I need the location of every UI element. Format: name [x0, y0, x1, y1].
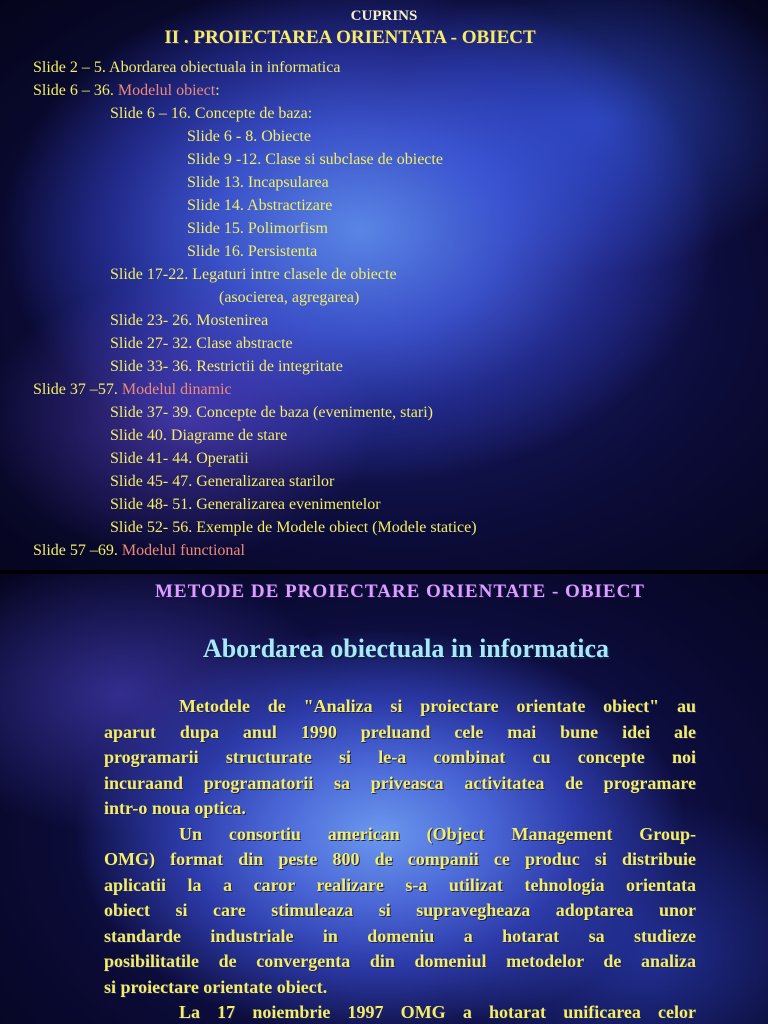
paragraph-line: programarii structurate si le-a combinat cu concepte noi [104, 747, 696, 767]
slide-intro [0, 574, 768, 1024]
toc-line: Slide 9 -12. Clase si subclase de obiecte [187, 151, 443, 168]
toc-line: Slide 6 – 16. Concepte de baza: [110, 105, 313, 122]
toc-line: Slide 45- 47. Generalizarea starilor [110, 473, 335, 490]
toc-line: Slide 33- 36. Restrictii de integritate [110, 358, 343, 375]
slide-header: METODE DE PROIECTARE ORIENTATE - OBIECT [155, 581, 645, 602]
body-paragraph [104, 694, 696, 1024]
paragraph-line: standarde industriale in domeniu a hotarat sa studieze [104, 925, 696, 946]
paragraph-line: incuraand programatorii sa priveasca activitatea de programare [104, 772, 696, 793]
slide-title: CUPRINS [350, 8, 418, 24]
paragraph-line: aparut dupa anul 1990 preluand cele mai bune idei ale [104, 721, 696, 742]
toc-line: Slide 37 –57. Modelul dinamic [33, 381, 232, 398]
slide-heading: Abordarea obiectuala in informatica [202, 634, 610, 663]
paragraph-line: si proiectare orientate obiect. [104, 976, 328, 997]
toc-line: Slide 14. Abstractizare [187, 197, 333, 214]
toc-line: Slide 16. Persistenta [187, 243, 318, 260]
toc-line: Slide 57 –69. Modelul functional [33, 542, 245, 559]
toc-line: Slide 52- 56. Exemple de Modele obiect (Modele statice) [110, 519, 477, 536]
toc-line: Slide 6 – 36. Modelul obiect: [33, 82, 220, 99]
toc-line: Slide 2 – 5. Abordarea obiectuala in informatica [33, 59, 341, 76]
paragraph-line: intr-o noua optica. [104, 798, 246, 818]
toc-line: Slide 40. Diagrame de stare [110, 427, 288, 444]
toc-line: (asocierea, agregarea) [219, 289, 360, 306]
toc-line: Slide 41- 44. Operatii [110, 450, 249, 467]
paragraph-line: posibilitatile de convergenta din domeniul metodelor de analiza [104, 951, 696, 971]
paragraph-line: La 17 noiembrie 1997 OMG a hotarat unificarea celor [179, 1002, 696, 1022]
toc-line: Slide 17-22. Legaturi intre clasele de obiecte [110, 266, 397, 283]
toc-line: Slide 27- 32. Clase abstracte [110, 335, 293, 352]
paragraph-line: obiect si care stimuleaza si supravegheaza adoptarea unor [104, 900, 696, 920]
paragraph-line: Un consortiu american (Object Management Group- [179, 823, 696, 844]
toc-line: Slide 23- 26. Mostenirea [110, 312, 269, 329]
slide-subtitle: II . PROIECTAREA ORIENTATA - OBIECT [164, 27, 536, 48]
toc-line: Slide 37- 39. Concepte de baza (evenimente, stari) [110, 404, 433, 421]
toc-line: Slide 15. Polimorfism [187, 220, 328, 237]
paragraph-line: Metodele de "Analiza si proiectare orientate obiect" au [179, 696, 696, 716]
toc-line: Slide 6 - 8. Obiecte [187, 128, 311, 145]
toc-line: Slide 13. Incapsularea [187, 174, 329, 191]
toc-line: Slide 48- 51. Generalizarea evenimentelor [110, 496, 381, 513]
paragraph-line: OMG) format din peste 800 de companii ce produc si distribuie [104, 849, 696, 869]
paragraph-line: aplicatii la a caror realizare s-a utilizat tehnologia orientata [104, 874, 696, 895]
